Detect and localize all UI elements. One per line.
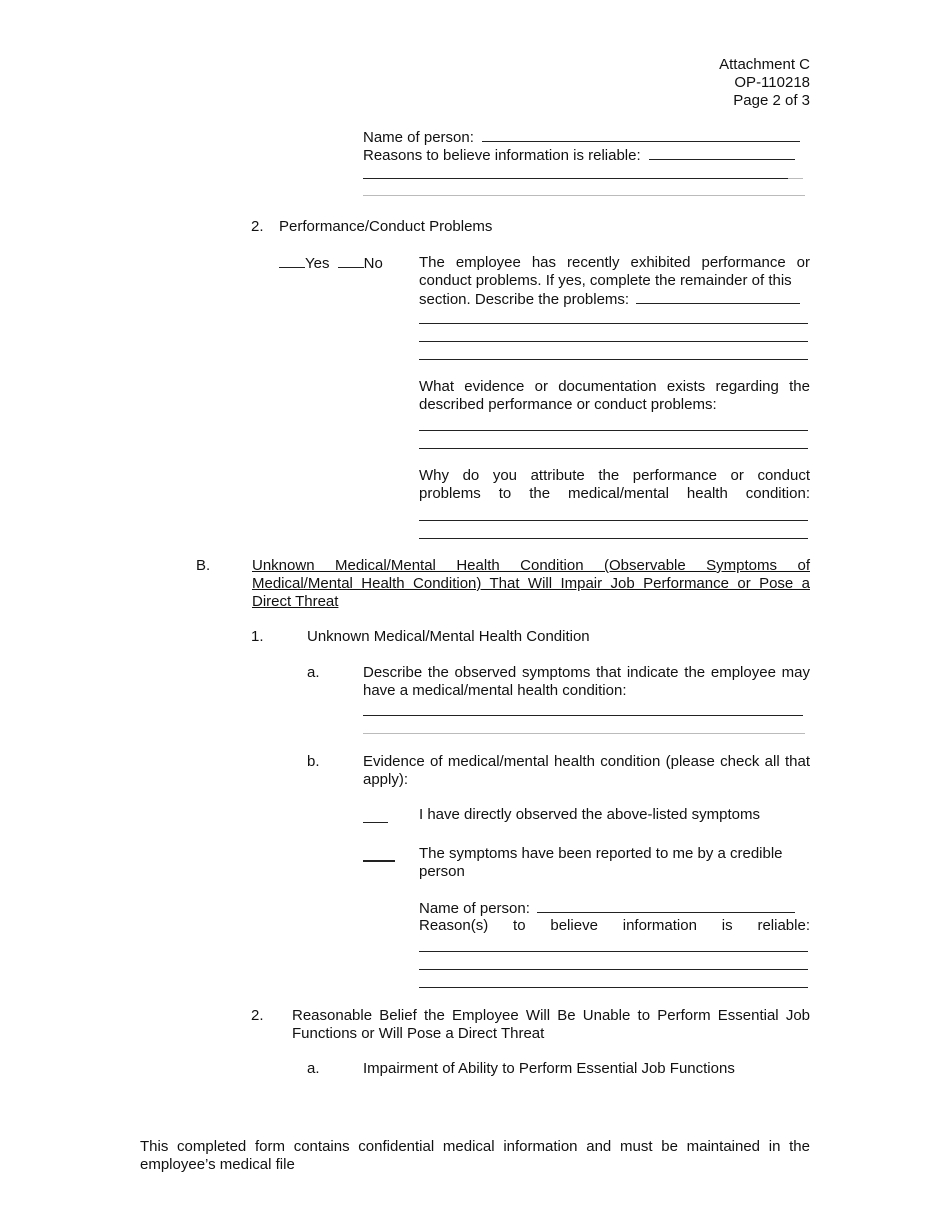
reliability-line-1[interactable] <box>363 178 788 179</box>
b2a-letter: a. <box>307 1060 320 1077</box>
reliability-line-1-end <box>788 178 803 179</box>
name-of-person-label: Name of person: <box>363 129 474 146</box>
b-reasons-line-1[interactable] <box>419 951 808 952</box>
form-code: OP-110218 <box>734 74 810 91</box>
b-reasons-line-2[interactable] <box>419 969 808 970</box>
perf-para1-line3: section. Describe the problems: <box>419 291 630 308</box>
perf-para3-line1: Why do you attribute the performance or conduct <box>419 467 810 484</box>
perf-para3-line2: problems to the medical/mental health condition: <box>419 485 810 502</box>
check1-line[interactable] <box>363 822 388 823</box>
symptoms-line-2[interactable] <box>363 733 805 734</box>
section-b-title: Unknown Medical/Mental Health Condition (Observable Symptoms of Medical/Mental Health Condition) That Will Impair Job Performance or Pose a Direct Threat <box>252 557 810 610</box>
b-reasons-line-3[interactable] <box>419 987 808 988</box>
perf-paragraph-3 <box>419 467 810 503</box>
reasons-word: Reason(s) <box>419 917 489 934</box>
reliability-field[interactable] <box>649 146 795 160</box>
no-check-line[interactable] <box>338 254 364 268</box>
reasons-word: reliable: <box>757 917 810 934</box>
b1a-letter: a. <box>307 664 320 681</box>
name-of-person-row <box>363 128 803 147</box>
b1b-text: Evidence of medical/mental health condition (please check all that apply): <box>363 753 810 788</box>
check1-text: I have directly observed the above-listed symptoms <box>419 806 760 823</box>
attribute-line-1[interactable] <box>419 520 808 521</box>
problems-line-3[interactable] <box>419 359 808 360</box>
perf-paragraph-2: What evidence or documentation exists regarding the described performance or conduct problems: <box>419 378 810 413</box>
b1b-letter: b. <box>307 753 320 770</box>
perf-para1-line3-row <box>419 290 810 309</box>
perf-number: 2. <box>251 218 264 235</box>
b-name-field[interactable] <box>537 899 795 913</box>
check2-text: The symptoms have been reported to me by a credible person <box>419 845 783 880</box>
b-reasons-row <box>419 917 810 935</box>
reasons-word: information <box>622 917 697 934</box>
attachment-label: Attachment C <box>719 56 810 73</box>
problems-line-2[interactable] <box>419 341 808 342</box>
b1a-text: Describe the observed symptoms that indicate the employee may have a medical/mental health condition: <box>363 664 810 699</box>
reasons-word: is <box>721 917 733 934</box>
b1-number: 1. <box>251 628 264 645</box>
problems-line-1[interactable] <box>419 323 808 324</box>
reasons-word: believe <box>550 917 598 934</box>
perf-para1-line2: conduct problems. If yes, complete the remainder of this <box>419 272 792 289</box>
section-b-letter: B. <box>196 557 211 574</box>
no-label: No <box>363 255 383 272</box>
b2-number: 2. <box>251 1007 264 1024</box>
b1-title: Unknown Medical/Mental Health Condition <box>307 628 590 645</box>
perf-title: Performance/Conduct Problems <box>279 218 493 235</box>
name-of-person-field[interactable] <box>482 128 800 142</box>
describe-problems-field[interactable] <box>636 290 800 304</box>
yes-check-line[interactable] <box>279 254 305 268</box>
yes-label: Yes <box>305 255 330 272</box>
document-header <box>719 56 810 110</box>
reliability-row <box>363 146 803 165</box>
symptoms-line-1[interactable] <box>363 715 803 716</box>
b2-text: Reasonable Belief the Employee Will Be Unable to Perform Essential Job Functions or Will Pose a Direct Threat <box>292 1007 810 1042</box>
reasons-word: to <box>513 917 526 934</box>
check2-line[interactable] <box>363 860 395 862</box>
reliability-label: Reasons to believe information is reliable: <box>363 147 641 164</box>
perf-paragraph-1 <box>419 254 810 309</box>
attribute-line-2[interactable] <box>419 538 808 539</box>
b2a-text: Impairment of Ability to Perform Essential Job Functions <box>363 1060 735 1077</box>
b-name-label: Name of person: <box>419 900 530 917</box>
page-number: Page 2 of 3 <box>733 92 810 109</box>
evidence-line-2[interactable] <box>419 448 808 449</box>
perf-para1-line1: The employee has recently exhibited performance or <box>419 254 810 271</box>
yes-no-checks <box>279 254 383 273</box>
evidence-line-1[interactable] <box>419 430 808 431</box>
reliability-line-2[interactable] <box>363 195 805 196</box>
b-name-row <box>419 899 810 918</box>
confidential-footer: This completed form contains confidential medical information and must be maintained in the employee’s medical file <box>140 1138 810 1173</box>
